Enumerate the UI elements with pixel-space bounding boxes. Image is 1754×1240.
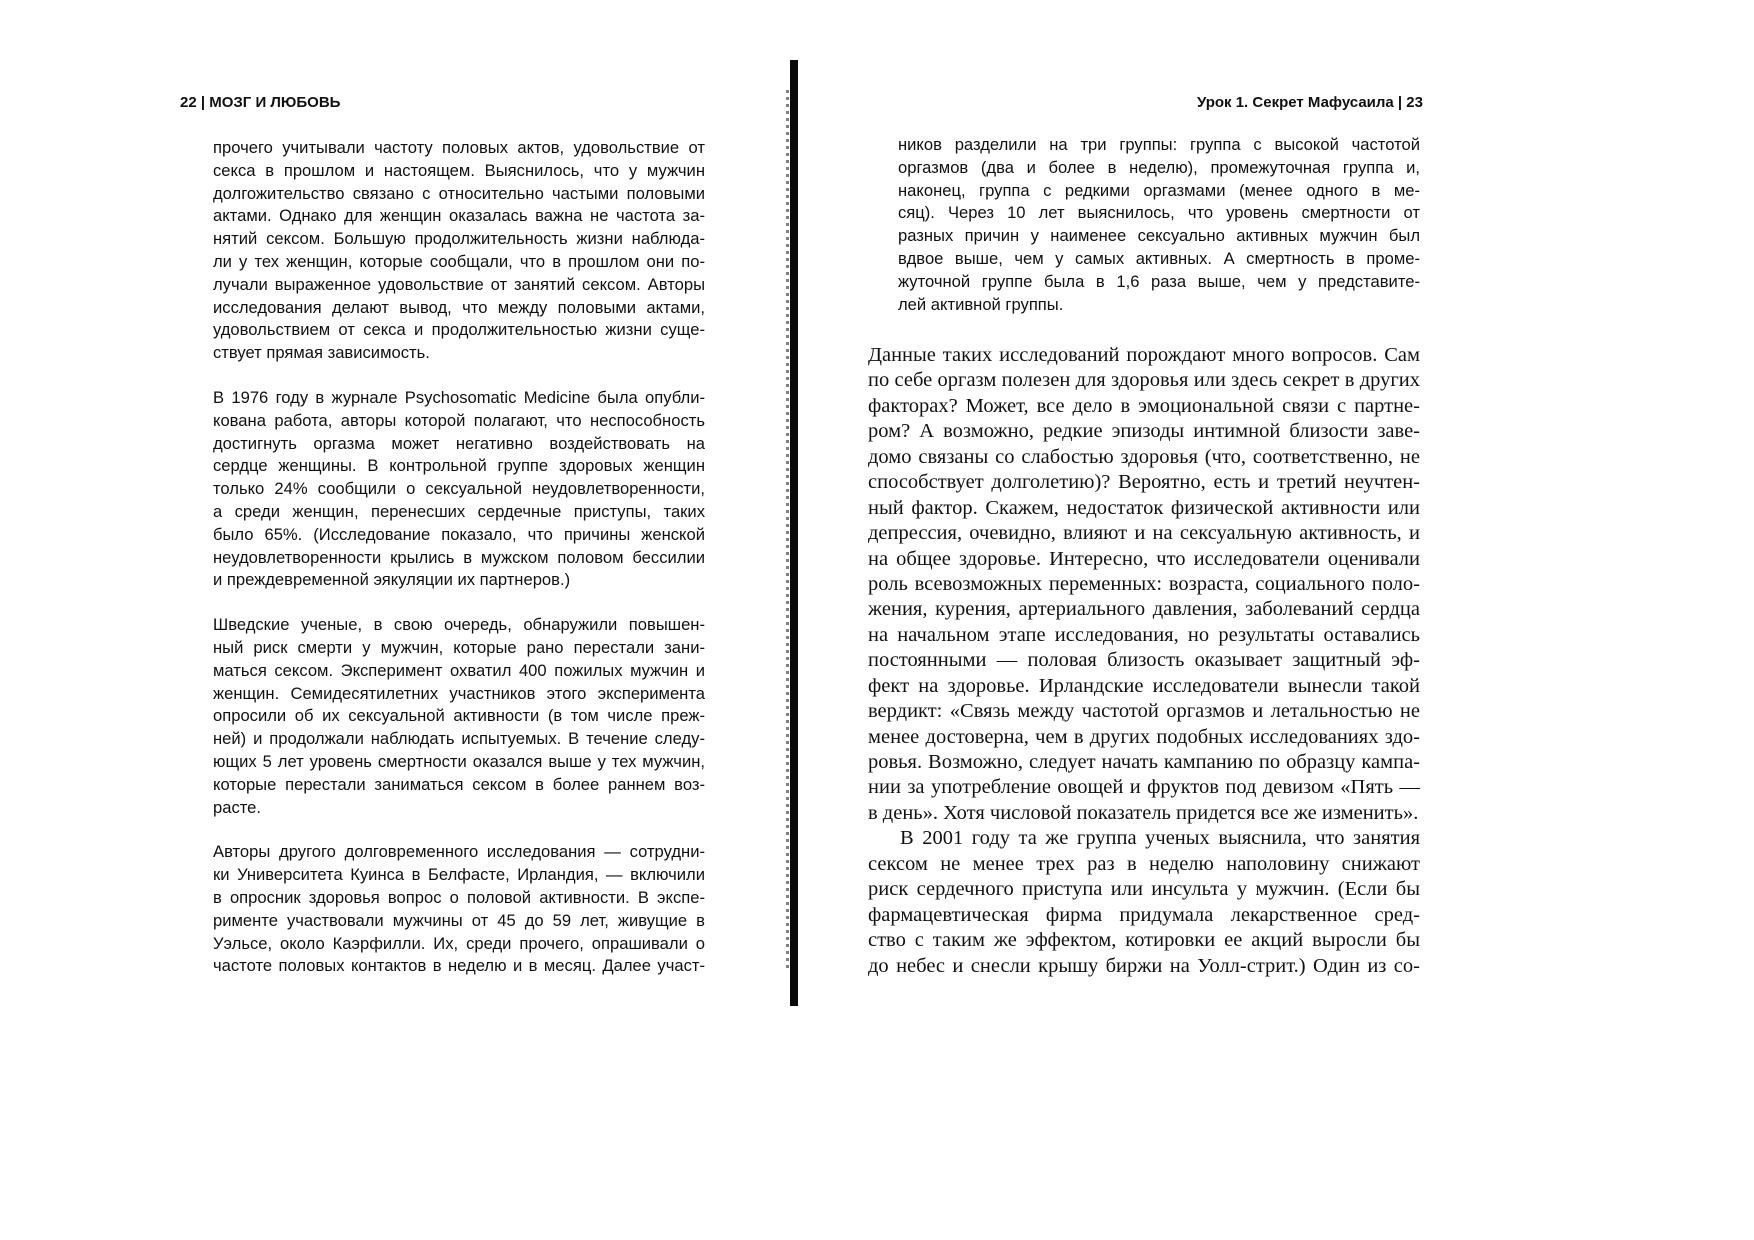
paragraph	[868, 343, 1420, 826]
text-line: кована работа, авторы которой полагают, что неспособность	[213, 410, 705, 430]
paragraph	[213, 137, 705, 365]
text-line: постоянными — половая близость оказывает защитный эф-	[868, 649, 1420, 672]
text-line: вдвое выше, чем у самых активных. А смертность в проме-	[898, 248, 1420, 268]
text-line: исследования делают вывод, что между половыми актами,	[213, 297, 705, 317]
paragraph	[213, 387, 705, 592]
text-line: фект на здоровье. Ирландские исследователи вынесли такой	[868, 674, 1420, 697]
text-line: лучали выраженное удовольствие от занятий сексом. Авторы	[213, 274, 705, 294]
text-line: ней) и продолжали наблюдать испытуемых. В течение следу-	[213, 729, 705, 749]
text-line: удовольствием от секса и продолжительностью жизни суще-	[213, 320, 705, 340]
text-line: фармацевтическая фирма придумала лекарственное сред-	[868, 903, 1420, 926]
text-line: опросили об их сексуальной активности (в том числе преж-	[213, 706, 705, 726]
text-line: домо связаны со слабостью здоровья (что, соответственно, не	[868, 445, 1420, 468]
text-line: сердце женщины. В контрольной группе здоровых женщин	[213, 456, 705, 476]
text-line: нии за употребление овощей и фруктов под девизом «Пять —	[868, 776, 1420, 799]
text-line: жуточной группе была в 1,6 раза выше, чем у представите-	[898, 271, 1420, 291]
paragraph	[213, 841, 705, 978]
text-line: а среди женщин, перенесших сердечные приступы, таких	[213, 501, 705, 521]
text-line: только 24% сообщили о сексуальной неудовлетворенности,	[213, 479, 705, 499]
text-line: женщин. Семидесятилетних участников этого эксперимента	[213, 683, 705, 703]
text-line: депрессия, очевидно, влияют и на сексуальную активность, и	[868, 522, 1420, 545]
text-line: ный фактор. Скажем, недостаток физической активности или	[868, 496, 1420, 519]
text-line: ки Университета Куинса в Белфасте, Ирландия, — включили	[213, 865, 705, 885]
text-line: В 1976 году в журнале Psychosomatic Medicine была опубли-	[213, 387, 705, 407]
text-line: Авторы другого долговременного исследования — сотрудни-	[213, 842, 705, 862]
text-line: ющих 5 лет уровень смертности оказался выше у тех мужчин,	[213, 751, 705, 771]
left-page-body	[213, 137, 705, 978]
text-line: способствует долголетию)? Вероятно, есть и третий неучтен-	[868, 471, 1420, 494]
text-line: на начальном этапе исследования, но результаты оставались	[868, 623, 1420, 646]
text-line: факторах? Может, все дело в эмоциональной связи с партне-	[868, 394, 1420, 417]
text-line: рименте участвовали мужчины от 45 до 59 лет, живущие в	[213, 910, 705, 930]
text-line: жения, курения, артериального давления, заболеваний сердца	[868, 598, 1420, 621]
paragraph	[213, 614, 705, 819]
text-line: в опросник здоровья вопрос о половой активности. В экспе-	[213, 887, 705, 907]
text-line: ствует прямая зависимость.	[213, 343, 430, 363]
text-line: ство с таким же эффектом, котировки ее акций выросли бы	[868, 929, 1420, 952]
text-line: разных причин у наименее сексуально активных мужчин был	[898, 226, 1420, 246]
text-line: было 65%. (Исследование показало, что причины женской	[213, 524, 705, 544]
text-line: которые перестали заниматься сексом в более раннем воз-	[213, 774, 705, 794]
paragraph	[898, 134, 1420, 316]
text-line: вердикт: «Связь между частотой оргазмов и летальностью не	[868, 700, 1420, 723]
text-line: В 2001 году та же группа ученых выяснила, что занятия	[900, 827, 1420, 850]
right-page-inset-paragraph	[898, 134, 1420, 316]
text-line: ный риск смерти у мужчин, которые рано перестали зани-	[213, 637, 705, 657]
text-line: Данные таких исследований порождают много вопросов. Сам	[868, 344, 1420, 366]
text-line: нятий сексом. Большую продолжительность жизни наблюда-	[213, 229, 705, 249]
text-line: и преждевременной эякуляции их партнеров.)	[213, 570, 571, 590]
text-line: роль всевозможных переменных: возраста, социального поло-	[868, 572, 1420, 595]
text-line: долгожительство связано с относительно частыми половыми	[213, 183, 705, 203]
text-line: ровья. Возможно, следует начать кампанию по образцу кампа-	[868, 751, 1420, 773]
text-line: Уэльсе, около Каэрфилли. Их, среди прочего, опрашивали о	[213, 933, 705, 953]
text-line: наконец, группа с редкими оргазмами (менее одного в ме-	[898, 180, 1420, 200]
text-line: секса в прошлом и настоящем. Выяснилось, что у мужчин	[213, 160, 705, 180]
right-page-body	[868, 343, 1420, 979]
text-line: расте.	[213, 797, 262, 817]
text-line: Шведские ученые, в свою очередь, обнаружили повышен-	[213, 615, 705, 635]
paragraph	[868, 826, 1420, 979]
text-line: прочего учитывали частоту половых актов, удовольствие от	[213, 138, 705, 157]
text-line: ников разделили на три группы: группа с высокой частотой	[898, 135, 1420, 154]
right-running-header: Урок 1. Секрет Мафусаила | 23	[1196, 94, 1423, 111]
text-line: на общее здоровье. Интересно, что исследователи оценивали	[868, 547, 1420, 570]
book-binding-gutter	[790, 60, 798, 1006]
text-line: сяц). Через 10 лет выяснилось, что уровень смертности от	[898, 203, 1420, 223]
text-line: сексом не менее трех раз в неделю наполовину снижают	[868, 852, 1420, 875]
text-line: лей активной группы.	[898, 294, 1064, 314]
text-line: частоте половых контактов в неделю и в месяц. Далее участ-	[213, 956, 705, 976]
text-line: достигнуть оргазма может негативно воздействовать на	[213, 433, 705, 453]
text-line: оргазмов (два и более в неделю), промежуточная группа и,	[898, 157, 1420, 177]
text-line: актами. Однако для женщин оказалась важна не частота за-	[213, 206, 705, 226]
text-line: менее достоверна, чем в других подобных исследованиях здо-	[868, 725, 1420, 748]
binding-shadow	[786, 90, 789, 970]
text-line: в день». Хотя числовой показатель придется все же изменить».	[868, 801, 1419, 824]
text-line: маться сексом. Эксперимент охватил 400 пожилых мужчин и	[213, 660, 705, 680]
text-line: ром? А возможно, редкие эпизоды интимной близости заве-	[868, 420, 1420, 443]
text-line: ли у тех женщин, которые сообщали, что в прошлом они по-	[213, 251, 705, 271]
text-line: риск сердечного приступа или инсульта у мужчин. (Если бы	[868, 878, 1420, 901]
left-running-header: 22 | МОЗГ И ЛЮБОВЬ	[180, 94, 341, 111]
text-line: неудовлетворенности крылись в мужском половом бессилии	[213, 547, 705, 567]
text-line: по себе оргазм полезен для здоровья или здесь секрет в других	[868, 369, 1420, 392]
text-line: до небес и снесли крышу биржи на Уолл-стрит.) Один из со-	[868, 954, 1420, 977]
